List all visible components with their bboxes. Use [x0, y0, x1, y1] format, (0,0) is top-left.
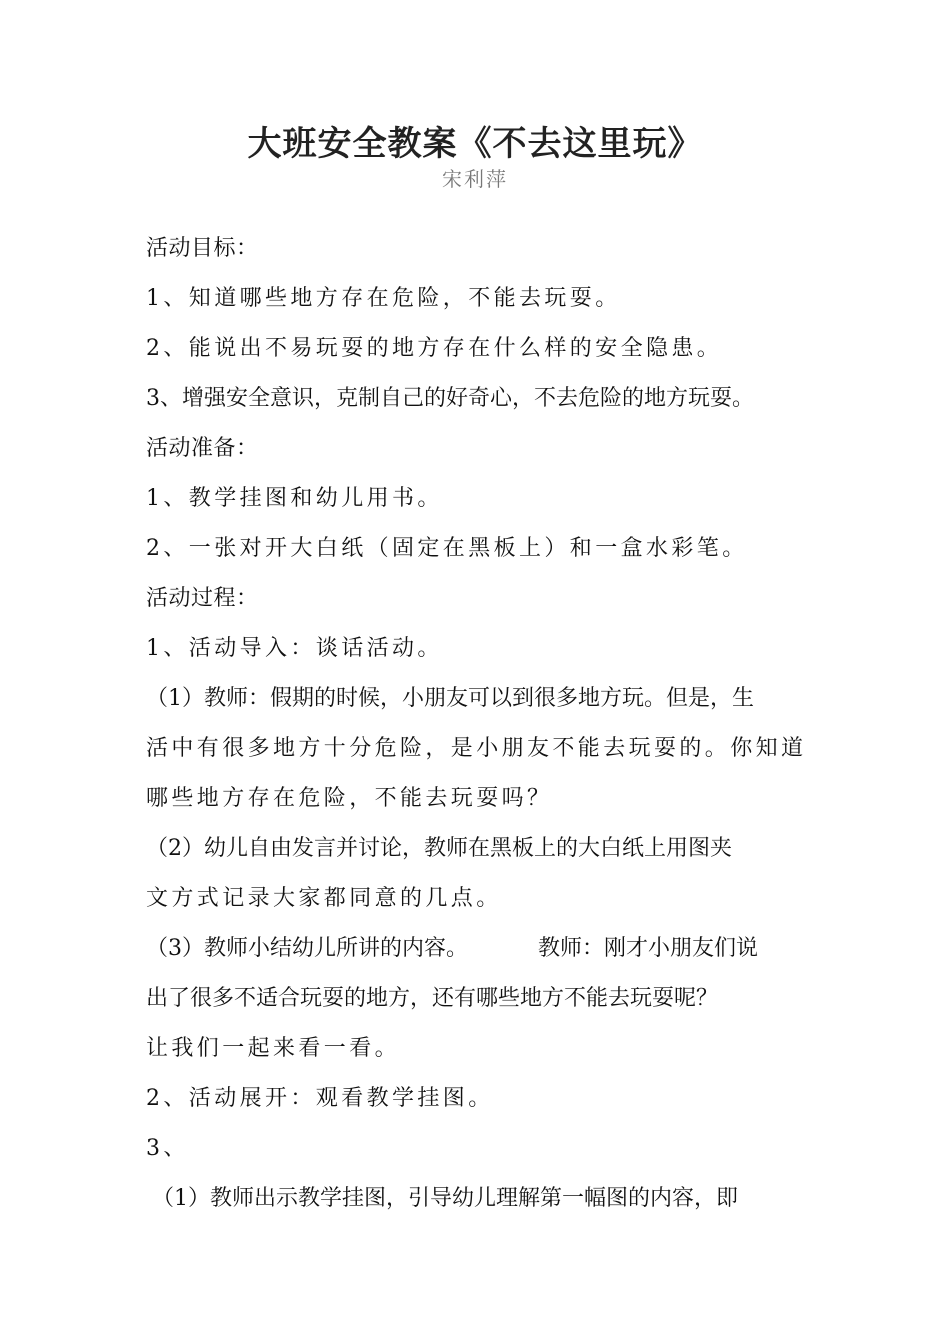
document-author: 宋利萍 — [442, 167, 508, 191]
section-heading-process: 活动过程： — [146, 586, 259, 611]
paragraph-line: 2、能说出不易玩耍的地方存在什么样的安全隐患。 — [146, 336, 723, 361]
paragraph-line: 让我们一起来看一看。 — [146, 1036, 401, 1061]
paragraph-line: 1、教学挂图和幼儿用书。 — [146, 486, 443, 511]
paragraph-line: （1）教师：假期的时候，小朋友可以到很多地方玩。但是，生 — [146, 686, 754, 711]
paragraph-line: （1）教师出示教学挂图，引导幼儿理解第一幅图的内容，即 — [152, 1186, 738, 1211]
paragraph-line — [146, 924, 810, 974]
paragraph-segment: 教师：刚才小朋友们说 — [538, 936, 759, 961]
document-title: 大班安全教案《不去这里玩》 — [247, 124, 703, 164]
section-heading-goals: 活动目标： — [146, 236, 259, 261]
paragraph-line: 2、一张对开大白纸（固定在黑板上）和一盒水彩笔。 — [146, 536, 748, 561]
section-heading-preparation: 活动准备： — [146, 436, 259, 461]
paragraph-line: 1、知道哪些地方存在危险，不能去玩耍。 — [146, 286, 621, 311]
paragraph-line: 哪些地方存在危险，不能去玩耍吗？ — [146, 786, 553, 811]
paragraph-line: 活中有很多地方十分危险，是小朋友不能去玩耍的。你知道 — [146, 736, 807, 761]
paragraph-line: 3、 — [146, 1136, 189, 1161]
paragraph-line: 3、增强安全意识，克制自己的好奇心，不去危险的地方玩耍。 — [146, 386, 754, 411]
paragraph-line: 文方式记录大家都同意的几点。 — [146, 886, 502, 911]
paragraph-line: （2）幼儿自由发言并讨论，教师在黑板上的大白纸上用图夹 — [146, 836, 732, 861]
paragraph-segment: （3）教师小结幼儿所讲的内容。 — [146, 936, 468, 961]
paragraph-line: 1、活动导入：谈话活动。 — [146, 636, 443, 661]
paragraph-line: 2、活动展开：观看教学挂图。 — [146, 1086, 494, 1111]
paragraph-line: 出了很多不适合玩耍的地方，还有哪些地方不能去玩耍呢？ — [146, 986, 719, 1011]
document-body — [146, 224, 810, 1224]
